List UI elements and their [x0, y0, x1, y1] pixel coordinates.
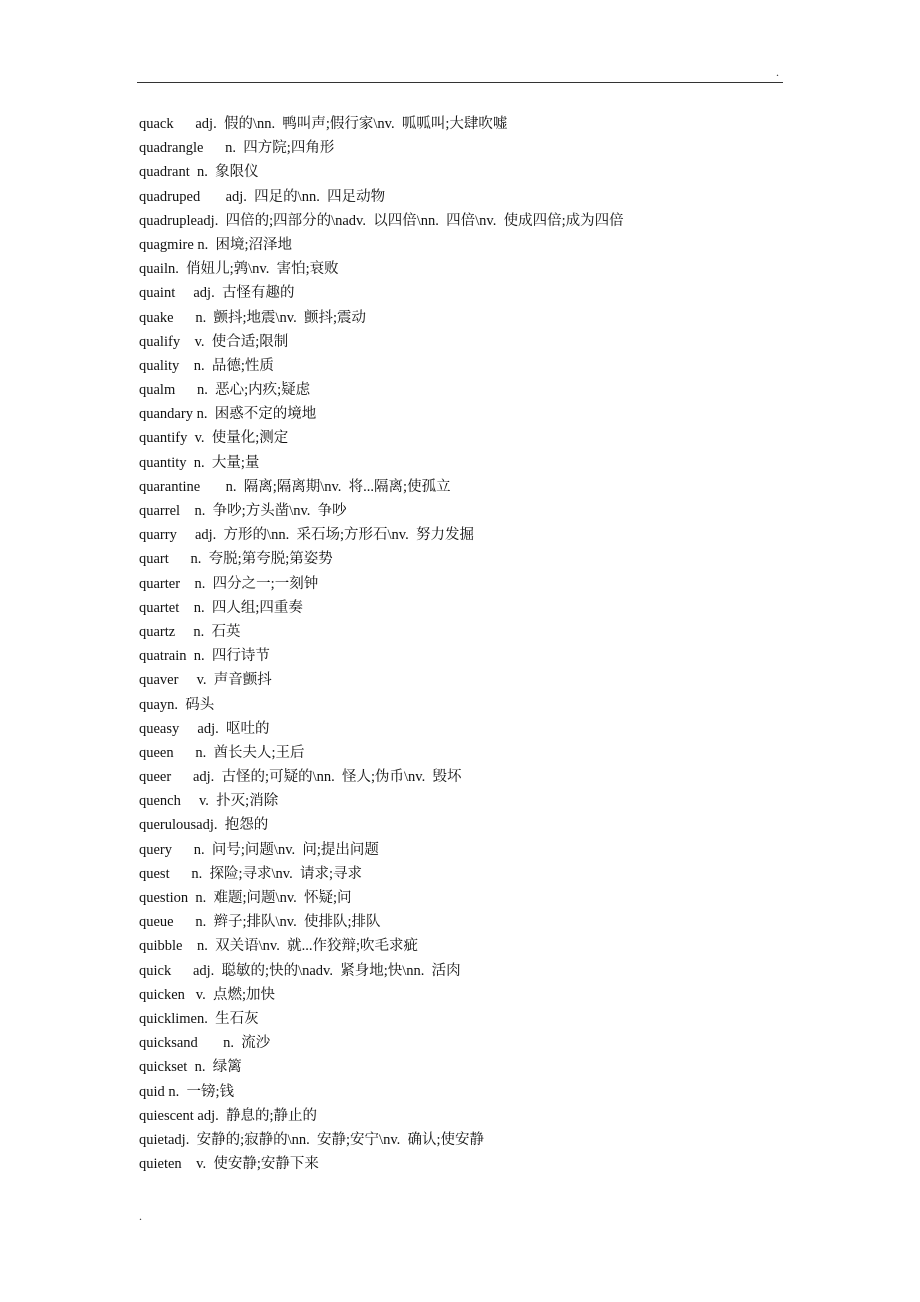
vocabulary-entry: quickset n. 绿篱	[139, 1059, 242, 1076]
vocabulary-entry: quarantine n. 隔离;隔离期\nv. 将...隔离;使孤立	[139, 478, 451, 495]
vocabulary-entry: quiescent adj. 静息的;静止的	[139, 1107, 317, 1124]
vocabulary-entry: quadruped adj. 四足的\nn. 四足动物	[139, 188, 386, 205]
vocabulary-entry: quid n. 一镑;钱	[139, 1083, 235, 1100]
vocabulary-entry: question n. 难题;问题\nv. 怀疑;问	[139, 890, 352, 906]
vocabulary-entry: quadrangle n. 四方院;四角形	[139, 140, 335, 157]
vocabulary-entry: quarter n. 四分之一;一刻钟	[139, 575, 319, 592]
header-rule	[137, 82, 783, 83]
vocabulary-entry: quarrel n. 争吵;方头凿\nv. 争吵	[139, 503, 347, 519]
vocabulary-entry: queasy adj. 呕吐的	[139, 720, 270, 737]
vocabulary-entry: query n. 问号;问题\nv. 问;提出问题	[139, 841, 379, 858]
vocabulary-entry: quack adj. 假的\nn. 鸭叫声;假行家\nv. 呱呱叫;大肆吹嘘	[139, 116, 508, 132]
vocabulary-entry: qualm n. 恶心;内疚;疑虑	[139, 382, 311, 399]
vocabulary-entry: quietadj. 安静的;寂静的\nn. 安静;安宁\nv. 确认;使安静	[139, 1131, 485, 1148]
vocabulary-entry: quandary n. 困惑不定的境地	[139, 406, 317, 423]
vocabulary-entry: quieten v. 使安静;安静下来	[139, 1156, 319, 1173]
vocabulary-entry: quaint adj. 古怪有趣的	[139, 285, 295, 302]
vocabulary-entry: quantity n. 大量;量	[139, 454, 260, 471]
footer-mark: .	[139, 1209, 142, 1223]
vocabulary-entry: queue n. 辫子;排队\nv. 使排队;排队	[139, 914, 381, 931]
vocabulary-entry: quaver v. 声音颤抖	[139, 672, 272, 689]
vocabulary-entry: quarry adj. 方形的\nn. 采石场;方形石\nv. 努力发掘	[139, 527, 474, 544]
vocabulary-entry: qualify v. 使合适;限制	[139, 333, 289, 350]
vocabulary-entry: quartet n. 四人组;四重奏	[139, 599, 303, 616]
vocabulary-entry: quake n. 颤抖;地震\nv. 颤抖;震动	[139, 309, 367, 326]
vocabulary-entry: querulousadj. 抱怨的	[139, 817, 269, 834]
vocabulary-entry: quantify v. 使量化;测定	[139, 430, 289, 447]
vocabulary-entry: quartz n. 石英	[139, 623, 241, 640]
vocabulary-entry: quibble n. 双关语\nv. 就...作狡辩;吹毛求疵	[139, 938, 418, 955]
vocabulary-entry: queer adj. 古怪的;可疑的\nn. 怪人;伪币\nv. 毁坏	[139, 769, 462, 786]
vocabulary-entry: quick adj. 聪敏的;快的\nadv. 紧身地;快\nn. 活肉	[139, 962, 461, 979]
vocabulary-entry: quality n. 品德;性质	[139, 357, 274, 374]
vocabulary-entry: quart n. 夸脱;第夸脱;第姿势	[139, 551, 333, 568]
vocabulary-entry: quailn. 俏妞儿;鹑\nv. 害怕;衰败	[139, 261, 339, 278]
vocabulary-list	[139, 112, 779, 1176]
vocabulary-entry: quicksand n. 流沙	[139, 1035, 271, 1052]
vocabulary-entry: quatrain n. 四行诗节	[139, 648, 270, 665]
vocabulary-entry: quicklimen. 生石灰	[139, 1010, 259, 1027]
vocabulary-entry: quayn. 码头	[139, 696, 215, 713]
header-mark: .	[776, 65, 779, 79]
vocabulary-entry: quicken v. 点燃;加快	[139, 986, 275, 1003]
vocabulary-entry: queen n. 酋长夫人;王后	[139, 744, 305, 761]
vocabulary-entry: quest n. 探险;寻求\nv. 请求;寻求	[139, 865, 363, 882]
vocabulary-entry: quench v. 扑灭;消除	[139, 793, 279, 810]
vocabulary-entry: quagmire n. 困境;沼泽地	[139, 236, 293, 253]
vocabulary-entry: quadrupleadj. 四倍的;四部分的\nadv. 以四倍\nn. 四倍\nv. 使成四倍;成为四倍	[139, 212, 624, 229]
vocabulary-entry: quadrant n. 象限仪	[139, 164, 259, 181]
